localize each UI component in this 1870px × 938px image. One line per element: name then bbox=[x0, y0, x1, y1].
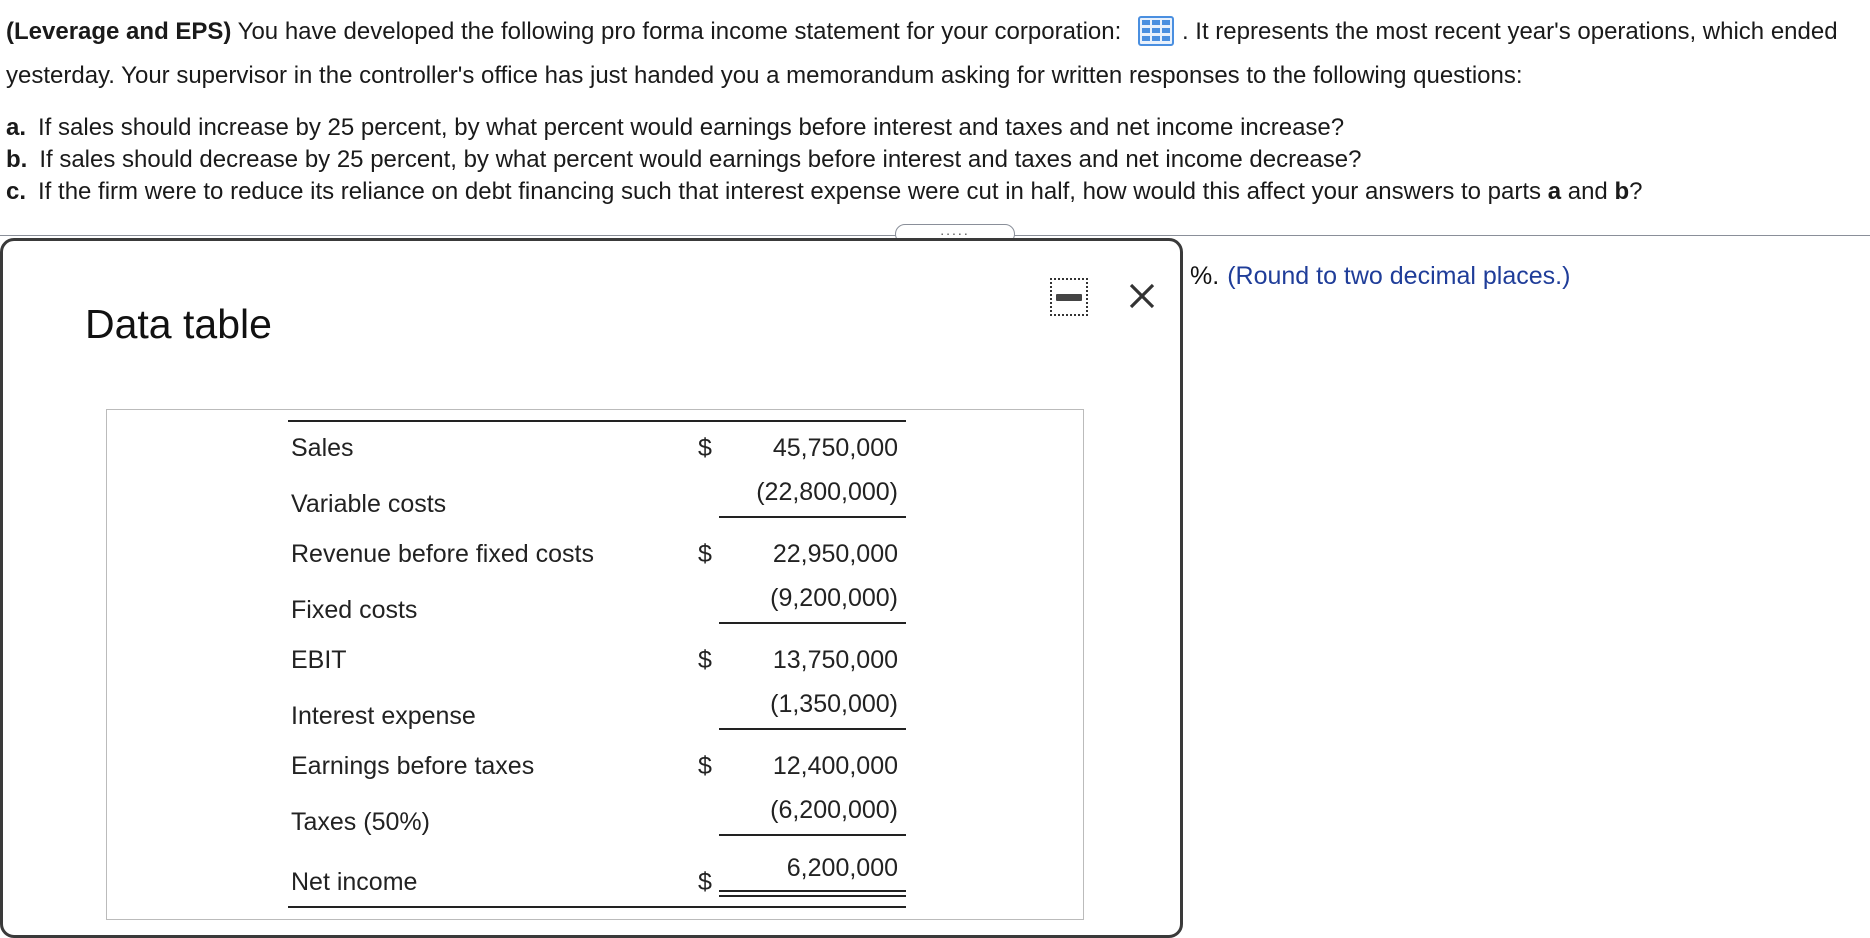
row-label: EBIT bbox=[291, 646, 347, 674]
answer-hint bbox=[1190, 262, 1570, 291]
row-label: Variable costs bbox=[291, 490, 447, 518]
table-top-rule bbox=[288, 420, 906, 422]
row-amount: 12,400,000 bbox=[772, 752, 898, 780]
row-amount: (9,200,000) bbox=[770, 584, 898, 612]
table-bottom-rule bbox=[288, 906, 906, 908]
problem-title: (Leverage and EPS) bbox=[6, 18, 232, 45]
question-part-ref-b: b bbox=[1614, 178, 1630, 205]
subtotal-rule bbox=[719, 728, 906, 730]
total-double-rule-top bbox=[719, 890, 906, 892]
total-double-rule-bottom bbox=[719, 895, 906, 897]
row-amount: (6,200,000) bbox=[770, 796, 898, 824]
income-statement-table bbox=[106, 409, 1084, 920]
subtotal-rule bbox=[719, 516, 906, 518]
question-text-join: and bbox=[1561, 178, 1615, 205]
row-amount: 13,750,000 bbox=[772, 646, 898, 674]
question-c bbox=[6, 176, 1642, 208]
table-grid-icon[interactable] bbox=[1138, 16, 1174, 46]
row-amount: 45,750,000 bbox=[772, 434, 898, 462]
question-text: If the firm were to reduce its reliance on debt financing such that interest expense were cut in half, how would this affect your answers to parts bbox=[38, 178, 1548, 205]
row-amount: (1,350,000) bbox=[770, 690, 898, 718]
row-label: Fixed costs bbox=[291, 596, 418, 624]
subtotal-rule bbox=[719, 834, 906, 836]
row-amount: 22,950,000 bbox=[772, 540, 898, 568]
minimize-icon[interactable] bbox=[1050, 278, 1088, 316]
row-label: Taxes (50%) bbox=[291, 808, 430, 836]
dialog-title: Data table bbox=[85, 301, 272, 347]
question-text-end: ? bbox=[1629, 178, 1643, 205]
row-label: Interest expense bbox=[291, 702, 476, 730]
question-b bbox=[6, 144, 1642, 176]
subtotal-rule bbox=[719, 622, 906, 624]
question-label: b. bbox=[6, 146, 28, 173]
row-amount: 6,200,000 bbox=[786, 854, 898, 882]
dollar-sign: $ bbox=[698, 752, 712, 780]
question-label: a. bbox=[6, 114, 27, 141]
dollar-sign: $ bbox=[698, 868, 712, 896]
question-label: c. bbox=[6, 178, 27, 205]
row-label: Net income bbox=[291, 868, 418, 896]
question-list bbox=[6, 112, 1642, 208]
problem-intro-part2: . It represents the most recent year's operations, which ended yesterday. Your supervisor in the controller's office has just handed you a memorandum asking for written responses to the following questions: bbox=[6, 18, 1838, 89]
question-part-ref-a: a bbox=[1547, 178, 1562, 205]
dollar-sign: $ bbox=[698, 434, 712, 462]
row-label: Earnings before taxes bbox=[291, 752, 535, 780]
question-text: If sales should increase by 25 percent, by what percent would earnings before interest and taxes and net income increase? bbox=[38, 114, 1345, 141]
close-icon[interactable] bbox=[1123, 277, 1161, 315]
question-a bbox=[6, 112, 1642, 144]
problem-intro-part1: You have developed the following pro forma income statement for your corporation: bbox=[237, 18, 1122, 45]
divider-drag-handle[interactable]: ..... bbox=[895, 224, 1015, 244]
row-label: Revenue before fixed costs bbox=[291, 540, 594, 568]
rounding-instruction: (Round to two decimal places.) bbox=[1227, 262, 1571, 290]
data-table-dialog bbox=[0, 238, 1183, 938]
row-label: Sales bbox=[291, 434, 354, 462]
question-text: If sales should decrease by 25 percent, by what percent would earnings before interest and taxes and net income decrease? bbox=[39, 146, 1362, 173]
dollar-sign: $ bbox=[698, 540, 712, 568]
answer-percent-suffix: %. bbox=[1190, 262, 1220, 290]
dollar-sign: $ bbox=[698, 646, 712, 674]
problem-statement bbox=[6, 10, 1866, 98]
row-amount: (22,800,000) bbox=[756, 478, 898, 506]
